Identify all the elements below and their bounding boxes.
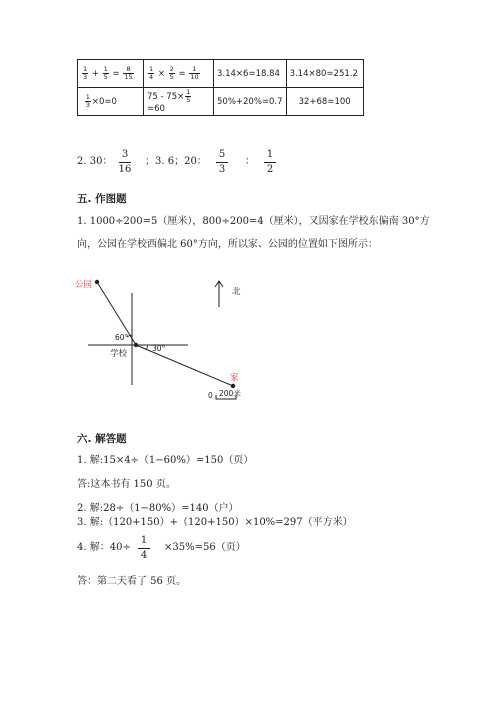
fraction-bar xyxy=(264,162,276,163)
answer-line: ×35%=56（页） xyxy=(164,542,246,553)
home-label: 家 xyxy=(230,373,239,383)
calculation-table xyxy=(77,59,364,116)
school-to-home-line xyxy=(136,345,233,386)
scale-200m-label: 200米 xyxy=(219,389,241,398)
answer-line: 1. 解:15×4÷（1−60%）=150（页） xyxy=(77,455,254,466)
fraction xyxy=(134,535,154,562)
numerator: 1 xyxy=(189,66,199,74)
park-label: 公园 xyxy=(75,280,93,290)
numerator: 1 xyxy=(85,93,90,101)
angle-30-label: 30° xyxy=(152,344,166,353)
operator: = xyxy=(178,69,186,79)
north-label: 北 xyxy=(232,287,241,297)
answer-line: 4. 解：40÷ xyxy=(77,542,131,553)
numerator: 1 xyxy=(83,65,88,73)
table-cell xyxy=(144,60,214,88)
answer-line: 2. 解:28÷（1−80%）=140（户） xyxy=(77,503,239,514)
answer-line: 答：第二天看了 56 页。 xyxy=(77,576,187,587)
expression-text: =60 xyxy=(147,104,165,114)
numerator: 1 xyxy=(140,535,148,546)
fraction xyxy=(115,149,135,176)
expression-text: 75 - 75× xyxy=(147,92,185,102)
fraction xyxy=(185,89,191,104)
operator: × xyxy=(157,69,165,79)
denominator: 4 xyxy=(149,73,154,81)
numerator: 3 xyxy=(121,149,129,160)
q2-sep: ： xyxy=(245,156,255,167)
denominator: 15 xyxy=(124,73,133,81)
numerator: 1 xyxy=(186,88,191,96)
table-cell: 32+68=100 xyxy=(286,88,363,116)
numerator: 5 xyxy=(218,149,226,160)
fraction-bar xyxy=(119,162,131,163)
denominator: 5 xyxy=(103,73,108,81)
operator: + xyxy=(91,69,99,79)
numerator: 8 xyxy=(123,66,133,74)
angle-60-label: 60° xyxy=(115,333,129,342)
home-point xyxy=(231,384,235,388)
scale-zero-label: 0 xyxy=(208,391,213,400)
table-cell: 50%+20%=0.7 xyxy=(214,88,287,116)
denominator: 3 xyxy=(83,73,88,81)
denominator: 3 xyxy=(85,101,90,109)
fraction-bar xyxy=(138,548,150,549)
q2-mid: ；3. 6；20： xyxy=(145,156,207,167)
denominator: 5 xyxy=(169,73,174,81)
fraction xyxy=(103,66,109,81)
table-row xyxy=(78,60,364,88)
answer-line: 3. 解:（120+150）+（120+150）×10%=297（平方米） xyxy=(77,517,353,528)
table-cell: 3.14×6=18.84 xyxy=(214,60,287,88)
school-label: 学校 xyxy=(110,349,128,359)
table-cell xyxy=(78,88,144,116)
fraction xyxy=(85,94,91,109)
q2-prefix: 2. 30： xyxy=(77,156,113,167)
answer-line: 答:这本书有 150 页。 xyxy=(77,479,176,490)
fraction xyxy=(212,149,232,176)
fraction xyxy=(123,66,133,81)
fraction xyxy=(82,66,88,81)
numerator: 1 xyxy=(103,65,108,73)
numerator: 2 xyxy=(169,65,174,73)
park-point xyxy=(95,280,99,284)
paragraph-line: 1. 1000÷200=5（厘米），800÷200=4（厘米），又因家在学校东偏南 30°方 xyxy=(77,216,430,227)
numerator: 1 xyxy=(266,149,274,160)
fraction xyxy=(260,149,280,176)
denominator: 3 xyxy=(218,164,226,175)
paragraph-line: 向，公园在学校西偏北 60°方向，所以家、公园的位置如下图所示： xyxy=(77,239,378,250)
section-title: 五. 作图题 xyxy=(77,193,127,205)
operator: = xyxy=(112,69,120,79)
fraction-bar xyxy=(216,162,228,163)
school-point xyxy=(134,343,138,347)
denominator: 2 xyxy=(266,164,274,175)
fraction xyxy=(148,66,154,81)
table-cell: 3.14×80=251.2 xyxy=(286,60,363,88)
denominator: 4 xyxy=(140,550,148,561)
table-row xyxy=(78,88,364,116)
position-diagram xyxy=(70,270,260,410)
section-title: 六. 解答题 xyxy=(77,433,127,445)
fraction xyxy=(189,66,199,81)
table-cell xyxy=(144,88,214,116)
denominator: 16 xyxy=(118,164,132,175)
denominator: 5 xyxy=(186,96,191,104)
fraction xyxy=(169,66,175,81)
table-cell xyxy=(78,60,144,88)
expression-text: ×0=0 xyxy=(91,97,117,107)
denominator: 10 xyxy=(190,73,199,81)
numerator: 1 xyxy=(149,65,154,73)
